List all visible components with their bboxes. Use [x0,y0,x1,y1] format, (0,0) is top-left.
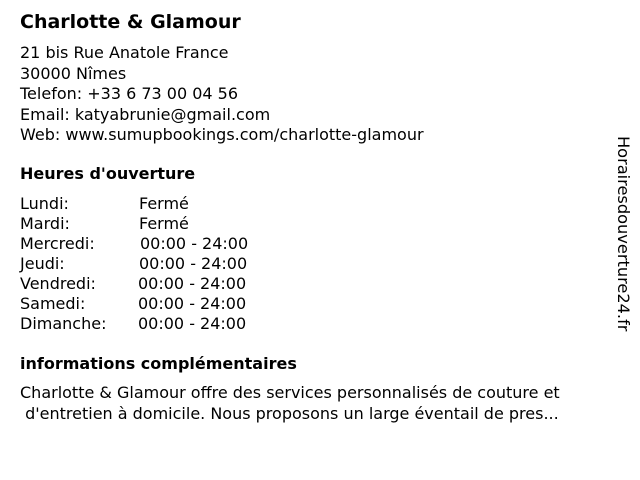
business-name: Charlotte & Glamour [20,11,241,33]
day-label: Dimanche: [20,314,107,333]
hours-value: 00:00 - 24:00 [138,274,247,293]
day-label: Mercredi: [20,234,95,253]
description-line: d'entretien à domicile. Nous proposons un large éventail de pres... [20,403,559,423]
hours-row-monday [20,194,320,214]
opening-hours-list [20,194,320,334]
hours-value: 00:00 - 24:00 [138,314,247,333]
address-city: 30000 Nîmes [20,63,127,83]
hours-value: Fermé [139,214,189,233]
watermark-brand-text: Horairesdouverture24.fr [614,136,633,332]
hours-row-thursday [20,254,320,274]
business-description [20,383,620,424]
hours-value: 00:00 - 24:00 [140,234,249,253]
address-street: 21 bis Rue Anatole France [20,43,229,62]
hours-value: Fermé [139,194,189,213]
hours-row-saturday [20,294,320,314]
hours-row-sunday [20,314,320,334]
hours-row-friday [20,274,320,294]
day-label: Samedi: [20,294,86,313]
hours-value: 00:00 - 24:00 [139,254,248,273]
day-label: Vendredi: [20,274,96,293]
day-label: Lundi: [20,194,69,213]
phone-number: Telefon: +33 6 73 00 04 56 [20,84,239,103]
day-label: Mardi: [20,214,70,233]
contact-block [20,43,424,146]
opening-hours-heading: Heures d'ouverture [20,164,196,183]
description-line: Charlotte & Glamour offre des services personnalisés de couture et [20,383,560,402]
watermark-brand [611,136,633,372]
additional-info-heading: informations complémentaires [20,354,297,373]
email-address: Email: katyabrunie@gmail.com [20,104,271,124]
hours-row-tuesday [20,214,320,234]
hours-value: 00:00 - 24:00 [138,294,247,313]
hours-row-wednesday [20,234,320,254]
website-url: Web: www.sumupbookings.com/charlotte-glamour [20,125,424,144]
day-label: Jeudi: [20,254,65,273]
